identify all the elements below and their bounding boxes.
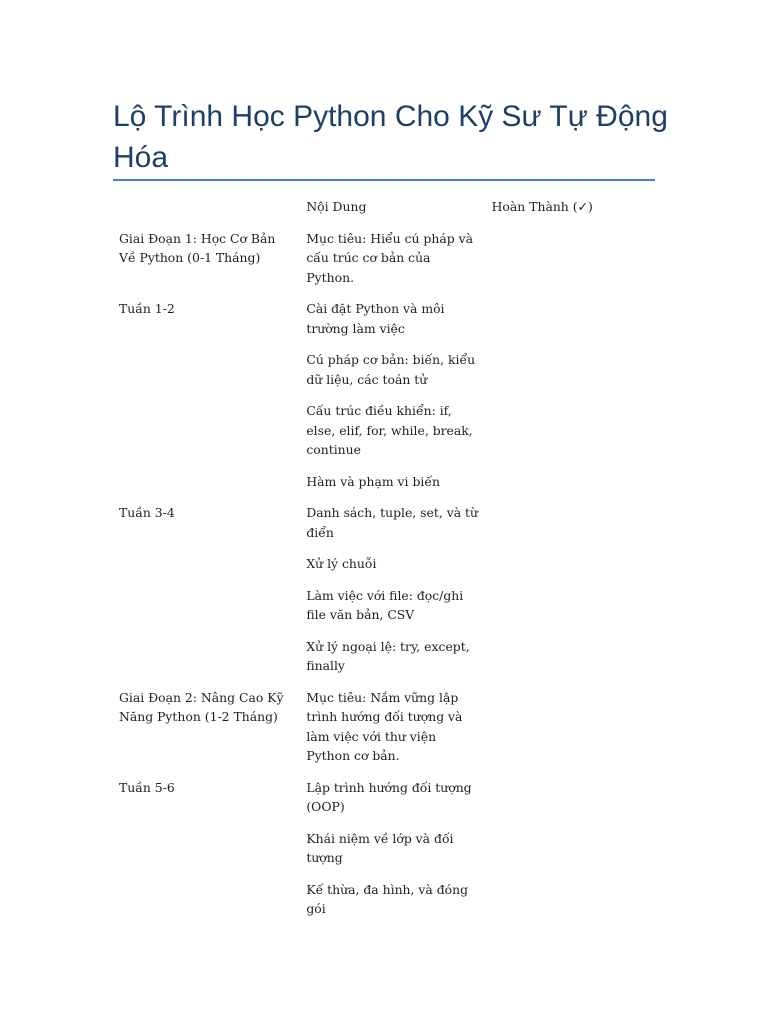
- content-cell: Làm việc với file: đọc/ghi file văn bản, CSV: [306, 587, 464, 622]
- roadmap-table: [113, 197, 673, 931]
- phase-cell: Tuần 1-2: [119, 301, 175, 316]
- content-cell: Mục tiêu: Hiểu cú pháp và cấu trúc cơ bản của Python.: [306, 230, 473, 285]
- done-cell[interactable]: [486, 229, 673, 300]
- content-cell: Cú pháp cơ bản: biến, kiểu dữ liệu, các toán tử: [306, 352, 476, 387]
- done-cell[interactable]: [486, 778, 673, 829]
- header-phase: [113, 197, 300, 229]
- phase-cell: [113, 350, 300, 401]
- phase-cell: Tuần 3-4: [119, 505, 175, 520]
- table-row: [113, 778, 673, 829]
- table-row: [113, 299, 673, 350]
- done-cell[interactable]: [486, 472, 673, 504]
- content-cell: Mục tiêu: Nắm vững lập trình hướng đối tượng và làm việc với thư viện Python cơ bản.: [306, 689, 463, 763]
- done-cell[interactable]: [486, 880, 673, 931]
- table-row: [113, 503, 673, 554]
- table-row: [113, 880, 673, 931]
- table-row: [113, 637, 673, 688]
- table-row: [113, 554, 673, 586]
- content-cell: Khái niệm về lớp và đối tượng: [306, 830, 454, 865]
- content-cell: Hàm và phạm vi biến: [306, 473, 440, 489]
- table-row: [113, 586, 673, 637]
- header-done: Hoàn Thành (✓): [491, 199, 593, 214]
- table-header-row: [113, 197, 673, 229]
- done-cell[interactable]: [486, 350, 673, 401]
- phase-cell: [113, 401, 300, 472]
- table-row: [113, 472, 673, 504]
- phase-cell: [113, 829, 300, 880]
- table-row: [113, 688, 673, 778]
- done-cell[interactable]: [486, 503, 673, 554]
- phase-cell: [113, 880, 300, 931]
- content-cell: Danh sách, tuple, set, và từ điển: [306, 505, 479, 540]
- content-cell: Xử lý chuỗi: [306, 556, 377, 571]
- title-divider: [113, 179, 655, 181]
- done-cell[interactable]: [486, 554, 673, 586]
- done-cell[interactable]: [486, 401, 673, 472]
- table-row: [113, 401, 673, 472]
- phase-cell: [113, 472, 300, 504]
- phase-cell: [113, 586, 300, 637]
- content-cell: Kế thừa, đa hình, và đóng gói: [306, 881, 469, 916]
- document-title: Lộ Trình Học Python Cho Kỹ Sư Tự Động Hóa: [113, 100, 668, 174]
- phase-cell: Giai Đoạn 2: Nâng Cao Kỹ Năng Python (1-2 Tháng): [119, 689, 284, 724]
- content-cell: Cài đặt Python và môi trường làm việc: [306, 301, 445, 336]
- table-row: [113, 350, 673, 401]
- content-cell: Xử lý ngoại lệ: try, except, finally: [306, 638, 470, 673]
- phase-cell: Giai Đoạn 1: Học Cơ Bản Về Python (0-1 Tháng): [119, 230, 276, 265]
- done-cell[interactable]: [486, 299, 673, 350]
- content-cell: Cấu trúc điều khiển: if, else, elif, for, while, break, continue: [306, 403, 473, 457]
- table-row: [113, 829, 673, 880]
- phase-cell: [113, 554, 300, 586]
- done-cell[interactable]: [486, 688, 673, 778]
- done-cell[interactable]: [486, 637, 673, 688]
- phase-cell: [113, 637, 300, 688]
- done-cell[interactable]: [486, 829, 673, 880]
- table-row: [113, 229, 673, 300]
- content-cell: Lập trình hướng đối tượng (OOP): [306, 779, 472, 814]
- header-content: Nội Dung: [306, 199, 367, 214]
- done-cell[interactable]: [486, 586, 673, 637]
- phase-cell: Tuần 5-6: [119, 779, 175, 795]
